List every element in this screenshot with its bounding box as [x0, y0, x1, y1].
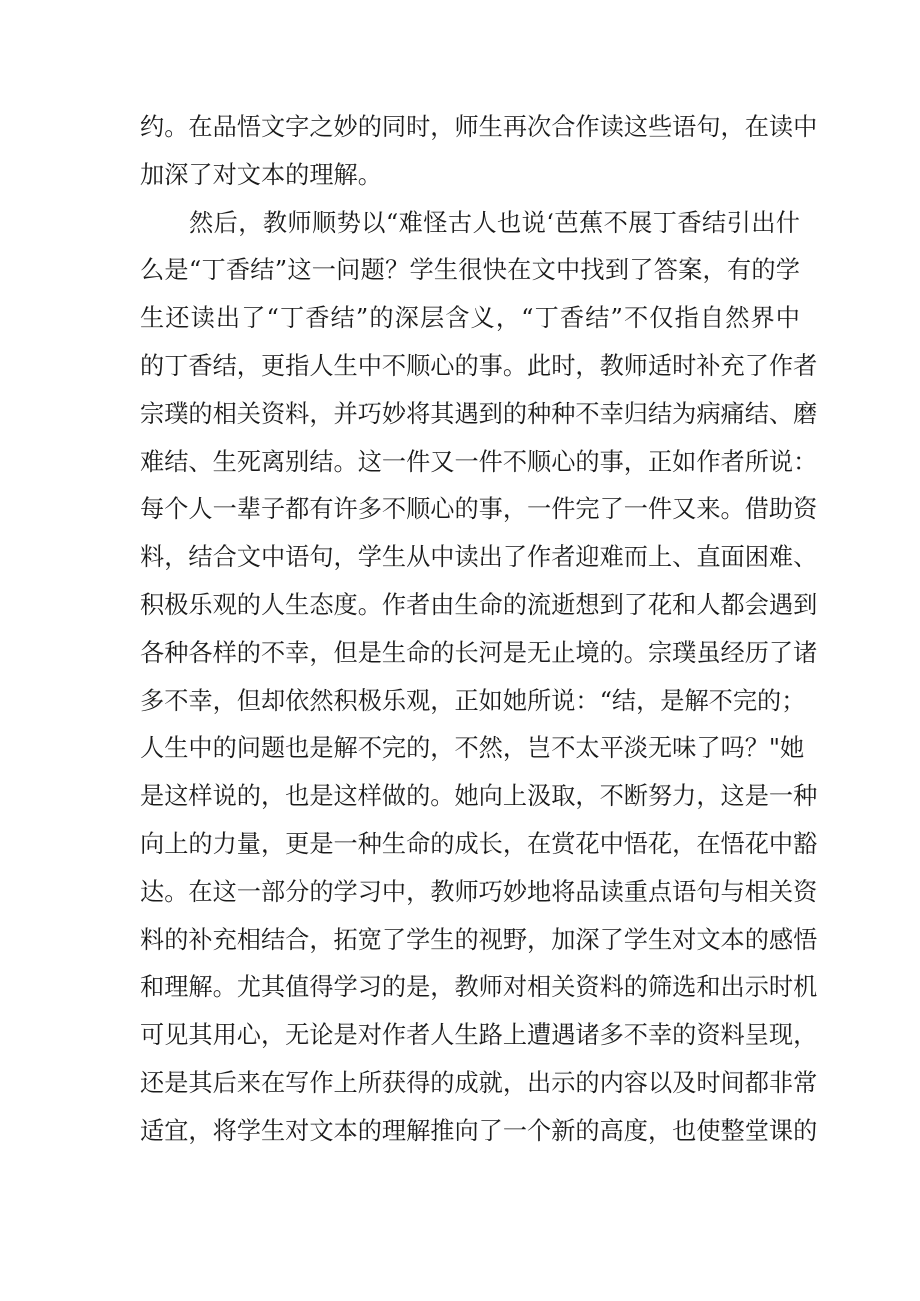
text-line: 料，结合文中语句，学生从中读出了作者迎难而上、直面困难、 [140, 543, 818, 572]
text-line: 和理解。尤其值得学习的是，教师对相关资料的筛选和出示时机 [140, 973, 818, 1002]
text-line: 还是其后来在写作上所获得的成就，出示的内容以及时间都非常 [140, 1068, 818, 1097]
text-line: 难结、生死离别结。这一件又一件不顺心的事，正如作者所说： [140, 447, 818, 476]
text-line: 每个人一辈子都有许多不顺心的事，一件完了一件又来。借助资 [140, 495, 818, 524]
text-line: 各种各样的不幸，但是生命的长河是无止境的。宗璞虽经历了诸 [140, 638, 818, 667]
text-line: 人生中的问题也是解不完的，不然，岂不太平淡无味了吗？"她 [140, 734, 805, 763]
text-line: 料的补充相结合，拓宽了学生的视野，加深了学生对文本的感悟 [140, 925, 818, 954]
body-text [140, 104, 818, 1156]
text-line: 适宜，将学生对文本的理解推向了一个新的高度，也使整堂课的 [140, 1116, 818, 1145]
text-line: 达。在这一部分的学习中，教师巧妙地将品读重点语句与相关资 [140, 877, 818, 906]
text-line: 积极乐观的人生态度。作者由生命的流逝想到了花和人都会遇到 [140, 590, 818, 619]
text-line: 么是“丁香结”这一问题？学生很快在文中找到了答案，有的学 [140, 256, 800, 285]
text-line: 可见其用心，无论是对作者人生路上遭遇诸多不幸的资料呈现， [140, 1021, 818, 1050]
paragraph-first-line: 然后，教师顺势以“难怪古人也说‘芭蕉不展丁香结引出什 [189, 208, 800, 237]
text-line: 的丁香结，更指人生中不顺心的事。此时，教师适时补充了作者 [140, 351, 818, 380]
text-line: 宗璞的相关资料，并巧妙将其遇到的种种不幸归结为病痛结、磨 [140, 399, 818, 428]
text-line: 多不幸，但却依然积极乐观，正如她所说：“结，是解不完的； [140, 686, 806, 715]
text-line: 约。在品悟文字之妙的同时，师生再次合作读这些语句，在读中 [140, 113, 818, 141]
text-line: 加深了对文本的理解。 [140, 160, 382, 189]
text-line: 向上的力量，更是一种生命的成长，在赏花中悟花，在悟花中豁 [140, 829, 818, 858]
text-line: 生还读出了“丁香结”的深层含义，“丁香结”不仅指自然界中 [140, 304, 800, 333]
text-line: 是这样说的，也是这样做的。她向上汲取，不断努力，这是一种 [140, 782, 818, 811]
